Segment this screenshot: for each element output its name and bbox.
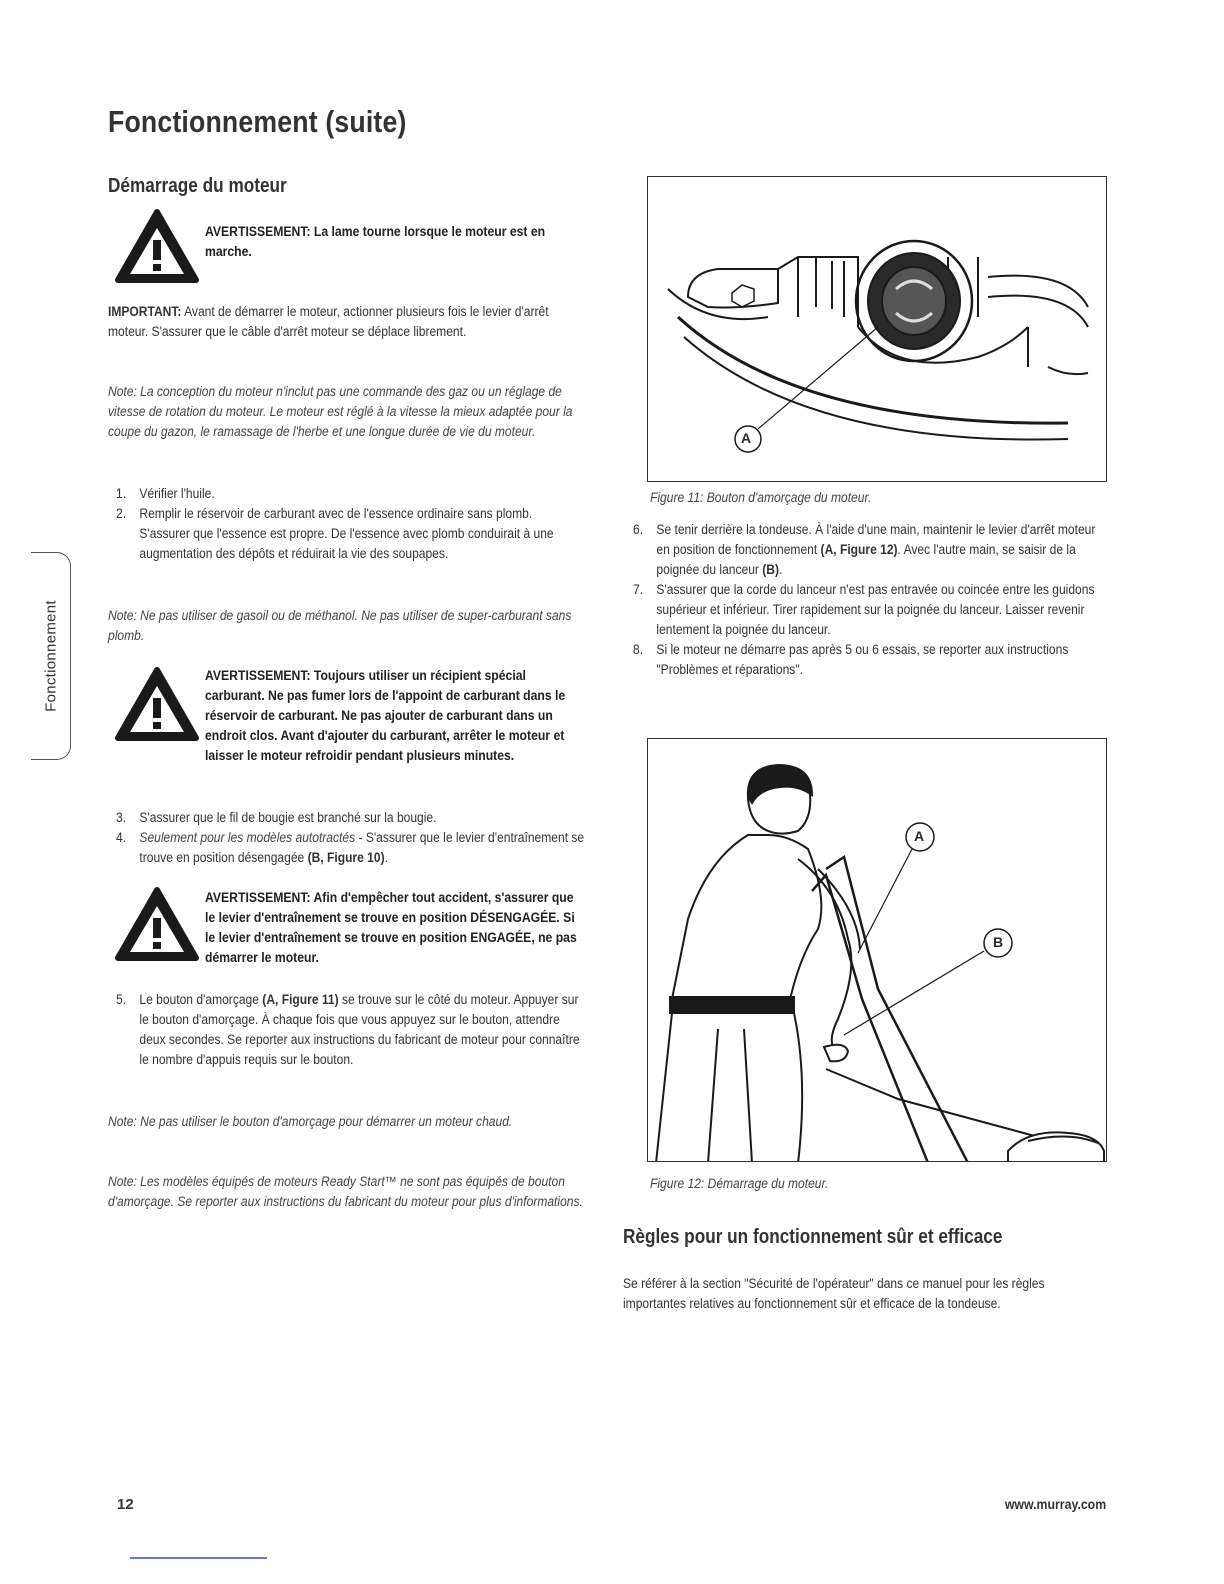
important-label: IMPORTANT:	[108, 304, 182, 319]
note-primer-hot: Note: Ne pas utiliser le bouton d'amorçage pour démarrer un moteur chaud.	[108, 1114, 513, 1129]
figure-11-label-a: A	[741, 430, 752, 446]
page-title: Fonctionnement (suite)	[108, 104, 407, 139]
side-tab-label: Fonctionnement	[42, 600, 60, 712]
list-item: 3. S'assurer que le fil de bougie est branché sur la bougie.	[116, 810, 437, 825]
footer-rule	[130, 1557, 267, 1559]
list-item: 7. S'assurer que la corde du lanceur n'est pas entravée ou coincée entre les guidons supérieur et inférieur. Tirer rapidement sur la poignée du lanceur. Laisser revenir lentement la poignée du lanceur.	[633, 582, 1095, 637]
figure-12-label-a: A	[914, 828, 925, 844]
figure-12-caption: Figure 12: Démarrage du moteur.	[650, 1176, 829, 1191]
important-text: Avant de démarrer le moteur, actionner plusieurs fois le levier d'arrêt moteur. S'assurer que le câble d'arrêt moteur se déplace librement.	[108, 304, 549, 339]
warning-triangle-icon	[114, 208, 200, 284]
warning-text-3: AVERTISSEMENT: Afin d'empêcher tout accident, s'assurer que le levier d'entraînement se trouve en position DÉSENGAGÉE. Si le levier d'entraînement se trouve en position ENGAGÉE, ne pas démarrer le moteur.	[205, 890, 577, 966]
figure-11-box	[647, 176, 1107, 482]
list-item: 1. Vérifier l'huile.	[116, 486, 215, 501]
website-link[interactable]: www.murray.com	[1004, 1496, 1106, 1512]
list-item: 8. Si le moteur ne démarre pas après 5 ou 6 essais, se reporter aux instructions "Problèmes et réparations".	[633, 642, 1069, 677]
figure-11-caption: Figure 11: Bouton d'amorçage du moteur.	[650, 490, 872, 505]
figure-12-label-b: B	[993, 934, 1004, 950]
important-paragraph	[108, 302, 585, 342]
section-heading-rules: Règles pour un fonctionnement sûr et efficace	[623, 1226, 1003, 1248]
warning-text-2: AVERTISSEMENT: Toujours utiliser un récipient spécial carburant. Ne pas fumer lors de l'appoint de carburant dans le réservoir de carburant. Ne pas ajouter de carburant dans un endroit clos. Avant d'ajouter du carburant, arrêter le moteur et laisser le moteur refroidir pendant plusieurs minutes.	[205, 668, 566, 764]
page-number: 12	[117, 1496, 134, 1513]
list-item: 6. Se tenir derrière la tondeuse. À l'aide d'une main, maintenir le levier d'arrêt moteur en position de fonctionnement (A, Figure 12). Avec l'autre main, se saisir de la poignée du lanceur (B).	[633, 522, 1096, 577]
warning-text-1: AVERTISSEMENT: La lame tourne lorsque le moteur est en marche.	[205, 224, 546, 260]
steps-list-c	[116, 990, 586, 1070]
primer-bulb-illustration	[648, 177, 1107, 482]
steps-list-b	[116, 808, 586, 868]
figure-12-box	[647, 738, 1107, 1162]
warning-triangle-icon	[114, 666, 200, 742]
operator-starting-mower-illustration	[648, 739, 1107, 1162]
list-item: 4. Seulement pour les modèles autotractés - S'assurer que le levier d'entraînement se trouve en position désengagée (B, Figure 10).	[116, 830, 585, 865]
note-engine-design: Note: La conception du moteur n'inclut pas une commande des gaz ou un réglage de vitesse de rotation du moteur. Le moteur est réglé à la vitesse la mieux adaptée pour la coupe du gazon, le ramassage de l'herbe et une longue durée de vie du moteur.	[108, 384, 573, 439]
note-fuel: Note: Ne pas utiliser de gasoil ou de méthanol. Ne pas utiliser de super-carburant sans plomb.	[108, 608, 572, 643]
list-item: 5. Le bouton d'amorçage (A, Figure 11) se trouve sur le côté du moteur. Appuyer sur le bouton d'amorçage. À chaque fois que vous appuyez sur le bouton, attendre deux secondes. Se reporter aux instructions du fabricant de moteur pour connaître le nombre d'appuis requis sur le bouton.	[116, 992, 580, 1067]
steps-list-d	[633, 520, 1101, 680]
list-item: 2. Remplir le réservoir de carburant avec de l'essence ordinaire sans plomb. S'assurer que l'essence est propre. De l'essence avec plomb conduirait à une augmentation des dépôts et réduirait la vie des soupapes.	[116, 506, 554, 561]
warning-triangle-icon	[114, 886, 200, 962]
rules-paragraph: Se référer à la section "Sécurité de l'opérateur" dans ce manuel pour les règles importantes relatives au fonctionnement sûr et efficace de la tondeuse.	[623, 1276, 1045, 1311]
section-heading-starting: Démarrage du moteur	[108, 175, 287, 197]
steps-list-a	[116, 484, 586, 564]
note-ready-start: Note: Les modèles équipés de moteurs Ready Start™ ne sont pas équipés de bouton d'amorçage. Se reporter aux instructions du fabricant du moteur pour plus d'informations.	[108, 1174, 583, 1209]
